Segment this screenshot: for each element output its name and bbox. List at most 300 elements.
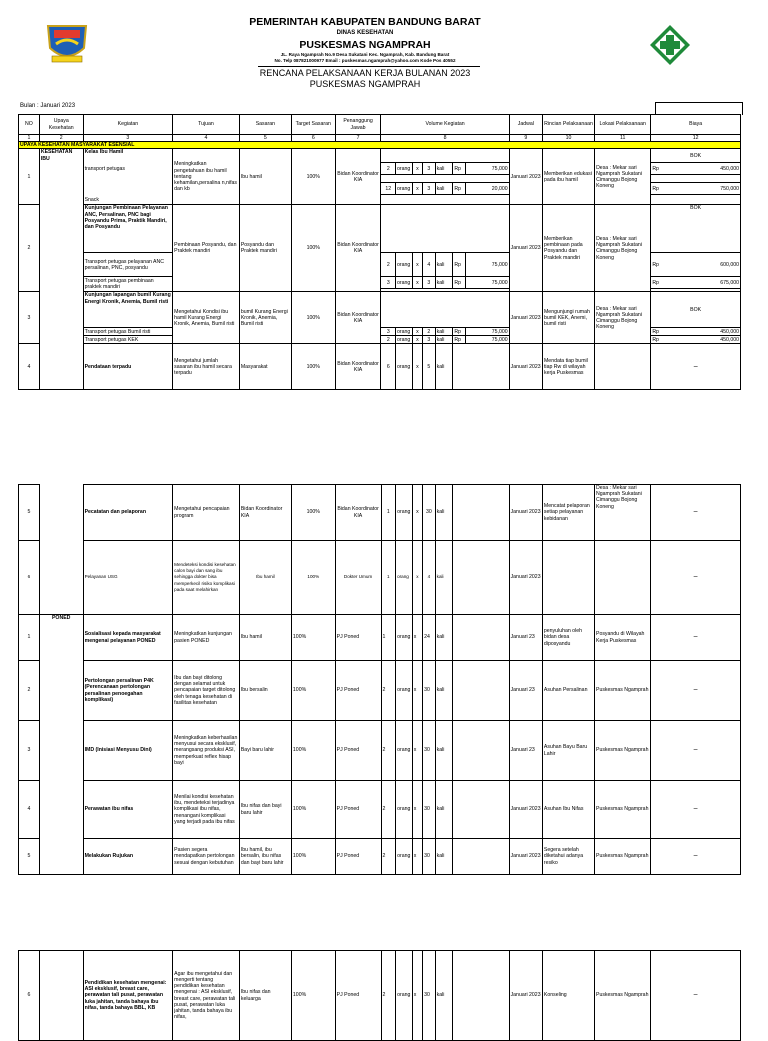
rincian: penyuluhan oleh bidan desa diposyandu — [542, 615, 594, 661]
target: 100% — [291, 951, 335, 1041]
biaya: – — [651, 721, 741, 781]
vol-unit: orang — [396, 183, 413, 195]
upaya-blank — [39, 951, 83, 1041]
biaya-amount: 600,000 — [720, 261, 739, 268]
vol-count: 2 — [381, 951, 396, 1041]
tujuan: Meningkatkan keberhasilan menyusui secara eksklusif, merangsang produksi ASI, memperkuat reflex hisap bayi — [173, 721, 240, 781]
jadwal: Januari 2023 — [509, 541, 542, 615]
vol-x: x — [412, 328, 422, 336]
jadwal: Januari 2023 — [509, 344, 542, 390]
regency-emblem-icon — [44, 22, 90, 64]
spacer — [83, 175, 173, 183]
lokasi: Posyandu di Wilayah Kerja Puskesmas — [594, 615, 650, 661]
header-divider — [258, 66, 480, 67]
health-cross-logo-icon — [649, 24, 691, 66]
biaya-cell — [651, 183, 741, 195]
biaya: – — [651, 344, 741, 390]
work-plan-table-page-1 — [18, 114, 741, 390]
col-target: Target Sasaran — [291, 115, 335, 135]
penanggung-jawab: PJ Poned — [335, 615, 381, 661]
vol-unit: orang — [396, 839, 413, 875]
table-row — [19, 661, 741, 721]
colnum: 6 — [291, 135, 335, 142]
sasaran: Posyandu dan Praktek mandiri — [239, 205, 291, 292]
colnum: 4 — [173, 135, 240, 142]
biaya-blank — [651, 195, 741, 205]
tujuan: Menilai kondisi kesehatan ibu, mendeteksi terjadinya komplikasi ibu nifas, menangani komplikasi yang terjadi pada ibu nifas — [173, 781, 240, 839]
col-lokasi: Lokasi Pelaksanaan — [595, 115, 651, 135]
vol-freq-unit: kali — [435, 781, 453, 839]
volume-blank — [453, 839, 509, 875]
jadwal: Januari 2023 — [509, 149, 542, 205]
lokasi: Desa : Mekar sari Ngamprah Sukatani Cimanggu Bojong Koneng — [595, 149, 651, 205]
biaya: – — [651, 781, 741, 839]
penanggung-jawab: PJ Poned — [335, 781, 381, 839]
vol-count: 2 — [381, 661, 396, 721]
volume-blank — [381, 205, 509, 253]
vol-freq: 4 — [423, 253, 436, 277]
colnum: 2 — [39, 135, 83, 142]
row-no: 2 — [19, 661, 40, 721]
kegiatan: Pendataan terpadu — [83, 344, 173, 390]
colnum: 10 — [542, 135, 594, 142]
table-row — [19, 781, 741, 839]
vol-count: 1 — [381, 541, 396, 615]
biaya-currency: Rp — [652, 336, 659, 343]
biaya-cell — [651, 277, 741, 289]
gov-name: PEMERINTAH KABUPATEN BANDUNG BARAT — [249, 16, 481, 28]
colnum: 8 — [381, 135, 509, 142]
tujuan: Mendeteksi kondisi kesehatan calon bayi dan sang ibu sehingga dokter bisa memperkecil risiko komplikasi pada saat melahirkan — [173, 541, 240, 615]
biaya-blank — [651, 175, 741, 183]
jadwal: Januari 23 — [509, 721, 542, 781]
vol-x: x — [412, 163, 422, 175]
vol-freq-unit: kali — [435, 721, 453, 781]
vol-freq: 30 — [423, 951, 436, 1041]
vol-freq-unit: kali — [435, 839, 453, 875]
rincian: Asuhan Bayu Baru Lahir — [542, 721, 594, 781]
vol-unit: orang — [396, 344, 413, 390]
table-row — [19, 149, 741, 163]
biaya: – — [651, 615, 741, 661]
tujuan: Pasien segera mendapatkan pertolongan sesuai dengan kebutuhan — [173, 839, 240, 875]
kegiatan: Pelayanan USG — [83, 541, 173, 615]
vol-currency: Rp — [453, 277, 466, 289]
kegiatan: Melakukan Rujukan — [83, 839, 173, 875]
col-sasaran: Sasaran — [239, 115, 291, 135]
biaya: – — [651, 951, 741, 1041]
tujuan: Meningkatkan kunjungan pasien PONED — [173, 615, 240, 661]
target: 100% — [291, 149, 335, 205]
biaya-cell — [651, 253, 741, 277]
sub-kegiatan: Transport petugas Bumil risti — [83, 328, 173, 336]
volume-blank — [453, 721, 509, 781]
table-row — [19, 615, 741, 661]
biaya: – — [651, 485, 741, 541]
colnum: 12 — [651, 135, 741, 142]
vol-freq: 5 — [423, 344, 436, 390]
work-plan-table-page-2 — [18, 484, 741, 875]
row-no: 3 — [19, 721, 40, 781]
sub-kegiatan: Transport petugas pembinaan praktek mandiri — [83, 277, 173, 292]
penanggung-jawab: PJ Poned — [335, 839, 381, 875]
jadwal: Januari 23 — [509, 661, 542, 721]
biaya: – — [651, 661, 741, 721]
jadwal: Januari 2023 — [509, 485, 542, 541]
target: 100% — [291, 292, 335, 344]
target: 100% — [291, 615, 335, 661]
table-row — [19, 721, 741, 781]
vol-count: 2 — [381, 163, 396, 175]
table-row — [19, 485, 741, 541]
vol-unit: orang — [396, 721, 413, 781]
upaya-kesehatan-ibu: KESEHATAN IBU — [39, 149, 83, 390]
vol-freq-unit: kali — [435, 183, 453, 195]
penanggung-jawab: Bidan Koordinator KIA — [335, 344, 381, 390]
vol-unit: orang — [396, 661, 413, 721]
colnum: 1 — [19, 135, 40, 142]
rincian: Konseling — [542, 951, 594, 1041]
vol-unit: orang — [396, 253, 413, 277]
lokasi: Puskesmas Ngamprah — [594, 661, 650, 721]
sasaran: Ibu hamil — [239, 541, 291, 615]
sasaran: Masyarakat — [239, 344, 291, 390]
volume-blank — [381, 175, 509, 183]
vol-freq: 3 — [423, 183, 436, 195]
kegiatan: Pecatatan dan pelaporan — [83, 485, 173, 541]
row-no: 3 — [19, 292, 40, 344]
lokasi: Puskesmas Ngamprah — [594, 839, 650, 875]
kegiatan: Kunjungan lapangan bumil Kurang Energi Kronik, Anemia, Bumil risti — [83, 292, 173, 328]
volume-blank — [381, 195, 509, 205]
vol-x: x — [412, 951, 422, 1041]
volume-blank — [453, 661, 509, 721]
vol-unit: orang — [396, 485, 413, 541]
vol-freq: 30 — [423, 661, 436, 721]
row-no: 2 — [19, 205, 40, 292]
vol-currency: Rp — [453, 253, 466, 277]
vol-price: 75,000 — [465, 163, 509, 175]
sasaran: bumil Kurang Energi Kronik, Anemia, Bumil risti — [239, 292, 291, 344]
vol-unit: orang — [397, 336, 411, 343]
rincian: Segera setelah diketahui adanya resiko — [542, 839, 594, 875]
biaya-amount: 675,000 — [720, 279, 739, 286]
penanggung-jawab: PJ Poned — [335, 721, 381, 781]
col-no: NO — [19, 115, 40, 135]
rincian: Memberikan pembinaan pada Posyandu dan Praktek mandiri — [542, 205, 594, 292]
document-title: RENCANA PELAKSANAAN KERJA BULANAN 2023 PUSKESMAS NGAMPRAH — [259, 68, 471, 89]
rincian: Mengunjungi rumah bumil KEK, Anemi, bumil risti — [542, 292, 594, 344]
tujuan: Mengetahui jumlah sasaran ibu hamil secara terpadu — [173, 344, 240, 390]
vol-freq-unit: kali — [435, 328, 453, 336]
month-label: Bulan : Januari 2023 — [20, 103, 76, 109]
biaya-source: BOK — [651, 292, 741, 328]
jadwal: Januari 2023 — [509, 839, 542, 875]
colnum: 9 — [509, 135, 542, 142]
biaya-cell — [651, 328, 741, 336]
target: 100% — [291, 344, 335, 390]
sasaran: Ibu hamil — [239, 149, 291, 205]
tujuan: Mengetahui Kondisi ibu hamil Kurang Energi Kronik, Anemia, Bumil risti — [173, 292, 240, 344]
upaya-blank — [39, 485, 83, 615]
vol-freq-unit: kali — [435, 951, 453, 1041]
vol-freq: 30 — [423, 839, 436, 875]
row-no: 4 — [19, 344, 40, 390]
kegiatan: Sosialisasi kepada masyarakat mengenai pelayanan PONED — [83, 615, 173, 661]
vol-currency: Rp — [453, 183, 466, 195]
spacer — [83, 183, 173, 195]
vol-price: 20,000 — [465, 183, 509, 195]
penanggung-jawab: Bidan Koordinator KIA — [335, 485, 381, 541]
vol-x: x — [412, 336, 422, 344]
penanggung-jawab: Dokter Umum — [335, 541, 381, 615]
colnum: 11 — [595, 135, 651, 142]
volume-blank — [453, 541, 509, 615]
sasaran: Bidan Koordinator KIA — [239, 485, 291, 541]
col-pj: Penanggung Jawab — [335, 115, 381, 135]
vol-x: x — [412, 839, 422, 875]
vol-freq: 2 — [423, 328, 436, 336]
vol-freq-unit: kali — [435, 344, 453, 390]
vol-count: 2 — [381, 839, 396, 875]
table-row — [19, 839, 741, 875]
vol-x: x — [412, 615, 422, 661]
biaya-amount: 450,000 — [720, 328, 739, 335]
vol-count: 2 — [381, 781, 396, 839]
sub-kegiatan: Transport petugas KEK — [83, 336, 173, 344]
vol-price: 75,000 — [465, 328, 509, 336]
biaya-currency: Rp — [652, 328, 659, 335]
row-no: 4 — [19, 781, 40, 839]
volume-blank — [453, 344, 509, 390]
vol-x: x — [412, 781, 422, 839]
vol-x: x — [412, 485, 422, 541]
vol-count: 1 — [381, 485, 396, 541]
biaya-currency: Rp — [652, 261, 659, 268]
col-rincian: Rincian Pelaksanaan — [542, 115, 594, 135]
sasaran: Bayi baru lahir — [239, 721, 291, 781]
jadwal: Januari 23 — [509, 615, 542, 661]
table-row — [19, 344, 741, 390]
colnum: 3 — [83, 135, 173, 142]
vol-currency: Rp — [453, 328, 466, 336]
vol-count: 2 — [381, 336, 396, 344]
vol-freq-unit: kali — [435, 277, 453, 289]
jadwal: Januari 2023 — [509, 781, 542, 839]
vol-currency: Rp — [453, 163, 466, 175]
vol-freq-unit: kali — [435, 336, 453, 344]
table-row — [19, 292, 741, 328]
vol-x: x — [412, 344, 422, 390]
vol-unit: orang — [397, 328, 411, 335]
vol-count: 1 — [381, 615, 396, 661]
sub-kegiatan: Snack — [83, 195, 173, 205]
jadwal: Januari 2023 — [509, 951, 542, 1041]
letterhead — [0, 0, 768, 95]
kegiatan: IMD (Inisiasi Menyusu Dini) — [83, 721, 173, 781]
sasaran: Ibu hamil, ibu bersalin, ibu nifas dan bayi baru lahir — [239, 839, 291, 875]
vol-freq: 3 — [423, 277, 436, 289]
target: 100% — [291, 541, 335, 615]
table-row — [19, 205, 741, 253]
volume-blank — [453, 951, 509, 1041]
vol-freq: 3 — [423, 336, 436, 344]
kegiatan: Pendidikan kesehatan mengenai: ASI eksklusif, breast care, perawatan tali pusat, perawatan luka jahitan, tanda bahaya ibu nifas, tanda bahaya BBL, KB — [83, 951, 173, 1041]
sub-kegiatan: transport petugas — [83, 163, 173, 175]
vol-unit: orang — [396, 781, 413, 839]
row-no: 5 — [19, 485, 40, 541]
table-row — [19, 541, 741, 615]
row-no: 6 — [19, 541, 40, 615]
volume-blank — [453, 485, 509, 541]
vol-x: x — [412, 277, 422, 289]
vol-freq: 3 — [423, 163, 436, 175]
col-jadwal: Jadwal — [509, 115, 542, 135]
biaya-amount: 750,000 — [720, 185, 739, 192]
table-row — [19, 951, 741, 1041]
sasaran: Ibu hamil — [239, 615, 291, 661]
penanggung-jawab: Bidan Koordinator KIA — [335, 205, 381, 292]
vol-x: x — [412, 661, 422, 721]
tujuan: Agar ibu mengetahui dan mengerti tentang pendidikan kesehatan mengenai : ASI eksklusif, breast care, perawatan tali pusat, perawatan luka jahitan, tanda bahaya ibu nifas, — [173, 951, 240, 1041]
biaya-currency: Rp — [652, 165, 659, 172]
tujuan: Meningkatkan pengetahuan ibu hamil tentang kehamilan,persalina n,nifas dan kb — [173, 149, 240, 205]
work-plan-table-page-3 — [18, 950, 741, 1041]
vol-x: x — [412, 721, 422, 781]
biaya: – — [651, 541, 741, 615]
vol-x: x — [412, 253, 422, 277]
dept-name: DINAS KESEHATAN — [336, 30, 394, 36]
vol-x: x — [412, 541, 422, 615]
lokasi: Desa : Mekar sari Ngamprah Sukatani Cimanggu Bojong Koneng — [595, 292, 651, 344]
vol-price: 75,000 — [465, 277, 509, 289]
column-header-row — [19, 115, 741, 135]
lokasi-blank — [595, 344, 651, 390]
column-number-row — [19, 135, 741, 142]
rincian: Memberikan edukasi pada ibu hamil — [542, 149, 594, 205]
lokasi-blank — [594, 541, 650, 615]
vol-currency: Rp — [453, 336, 466, 344]
vol-freq-unit: kali — [435, 163, 453, 175]
sasaran: Ibu nifas dan bayi baru lahir — [239, 781, 291, 839]
kegiatan: Pertolongan persalinan P4K (Perencanaan pertolongan persalinan penoegahan komplikasi) — [83, 661, 173, 721]
biaya-amount: 450,000 — [720, 165, 739, 172]
kegiatan: Perawatan ibu nifas — [83, 781, 173, 839]
rincian: Mendata tiap bumil tiap Rw di wilayah kerja Puskesmas — [542, 344, 594, 390]
penanggung-jawab: PJ Poned — [335, 951, 381, 1041]
vol-freq: 24 — [423, 615, 436, 661]
tujuan: Mengetahui pencapaian program — [173, 485, 240, 541]
colnum: 5 — [239, 135, 291, 142]
biaya-source: BOK — [651, 205, 741, 253]
penanggung-jawab: Bidan Koordinator KIA — [335, 292, 381, 344]
target: 100% — [291, 485, 335, 541]
penanggung-jawab: Bidan Koordinator KIA — [335, 149, 381, 205]
vol-count: 2 — [381, 253, 396, 277]
colnum: 7 — [335, 135, 381, 142]
vol-unit: orang — [396, 163, 413, 175]
biaya: – — [651, 839, 741, 875]
col-kegiatan: Kegiatan — [83, 115, 173, 135]
rincian-blank — [542, 541, 594, 615]
vol-count: 12 — [381, 183, 396, 195]
vol-freq: 30 — [423, 781, 436, 839]
row-no: 5 — [19, 839, 40, 875]
target: 100% — [291, 661, 335, 721]
kegiatan: Kunjungan Pembinaan Pelayanan ANC, Persalinan, PNC bagi Posyandu Prima, Praktik Mandiri, dan Posyandu — [83, 205, 173, 253]
vol-freq: 4 — [423, 541, 436, 615]
lokasi: Puskesmas Ngamprah — [594, 781, 650, 839]
vol-price: 75,000 — [465, 336, 509, 344]
vol-freq-unit: kali — [435, 485, 453, 541]
section-title: UPAYA KESEHATAN MASYARAKAT ESENSIAL — [19, 142, 741, 149]
vol-freq: 30 — [423, 721, 436, 781]
kegiatan: Kelas Ibu Hamil — [83, 149, 173, 163]
sub-kegiatan: Transport petugas pelayanan ANC persalinan, PNC, posyandu — [83, 253, 173, 277]
row-no: 1 — [19, 615, 40, 661]
jadwal: Januari 2023 — [509, 292, 542, 344]
col-volume: Volume Kegiatan — [381, 115, 509, 135]
address-line: JL. Raya Ngamprah No.9 Desa Sukatani Kec. Ngamprah, Kab. Bandung Barat — [280, 52, 450, 57]
jadwal: Januari 2023 — [509, 205, 542, 292]
biaya-currency: Rp — [652, 185, 659, 192]
lokasi: Puskesmas Ngamprah — [594, 721, 650, 781]
lokasi: Desa : Mekar sari Ngamprah Sukatani Cimanggu Bojong Koneng — [595, 205, 651, 292]
vol-count: 2 — [381, 721, 396, 781]
col-biaya: Biaya — [651, 115, 741, 135]
biaya-cell — [651, 163, 741, 175]
rincian: Mencatat pelaporan setiap pelayanan kebidanan — [542, 485, 594, 541]
volume-blank — [381, 292, 509, 328]
target: 100% — [291, 205, 335, 292]
vol-freq: 30 — [423, 485, 436, 541]
col-tujuan: Tujuan — [173, 115, 240, 135]
tujuan: Pembinaan Posyandu, dan Praktek mandiri — [173, 205, 240, 292]
vol-count: 6 — [381, 344, 396, 390]
vol-count: 3 — [381, 277, 396, 289]
rincian: Asuhan Persalinan — [542, 661, 594, 721]
col-upaya: Upaya Kesehatan — [39, 115, 83, 135]
target: 100% — [291, 721, 335, 781]
vol-freq-unit: kali — [435, 541, 453, 615]
puskesmas-name: PUSKESMAS NGAMPRAH — [299, 39, 431, 51]
biaya-amount: 450,000 — [720, 336, 739, 343]
volume-blank — [453, 615, 509, 661]
vol-unit: orang — [396, 615, 413, 661]
vol-freq-unit: kali — [435, 661, 453, 721]
target: 100% — [291, 839, 335, 875]
tujuan: Ibu dan bayi ditolong dengan selamat untuk pencapaian target ditolong oleh tenaga kesehatan di fasilitas kesehatan — [173, 661, 240, 721]
vol-unit: orang — [396, 277, 413, 289]
sasaran: Ibu nifas dan keluarga — [239, 951, 291, 1041]
vol-x: x — [412, 183, 422, 195]
biaya-cell — [651, 336, 741, 344]
contact-line: No. Telp 087821000977 Email : puskesmas.ngamprah@yahoo.com Kode Pos 40552 — [274, 58, 456, 63]
rincian: Asuhan Ibu Nifas — [542, 781, 594, 839]
vol-freq-unit: kali — [435, 253, 453, 277]
row-no: 1 — [19, 149, 40, 205]
lokasi: Puskesmas Ngamprah — [594, 951, 650, 1041]
sasaran: Ibu bersalin — [239, 661, 291, 721]
vol-freq-unit: kali — [435, 615, 453, 661]
vol-unit: orang — [396, 541, 413, 615]
volume-blank — [381, 149, 509, 163]
row-no: 6 — [19, 951, 40, 1041]
vol-count: 3 — [381, 328, 396, 336]
section-row — [19, 142, 741, 149]
vol-price: 75,000 — [465, 253, 509, 277]
penanggung-jawab: PJ Poned — [335, 661, 381, 721]
